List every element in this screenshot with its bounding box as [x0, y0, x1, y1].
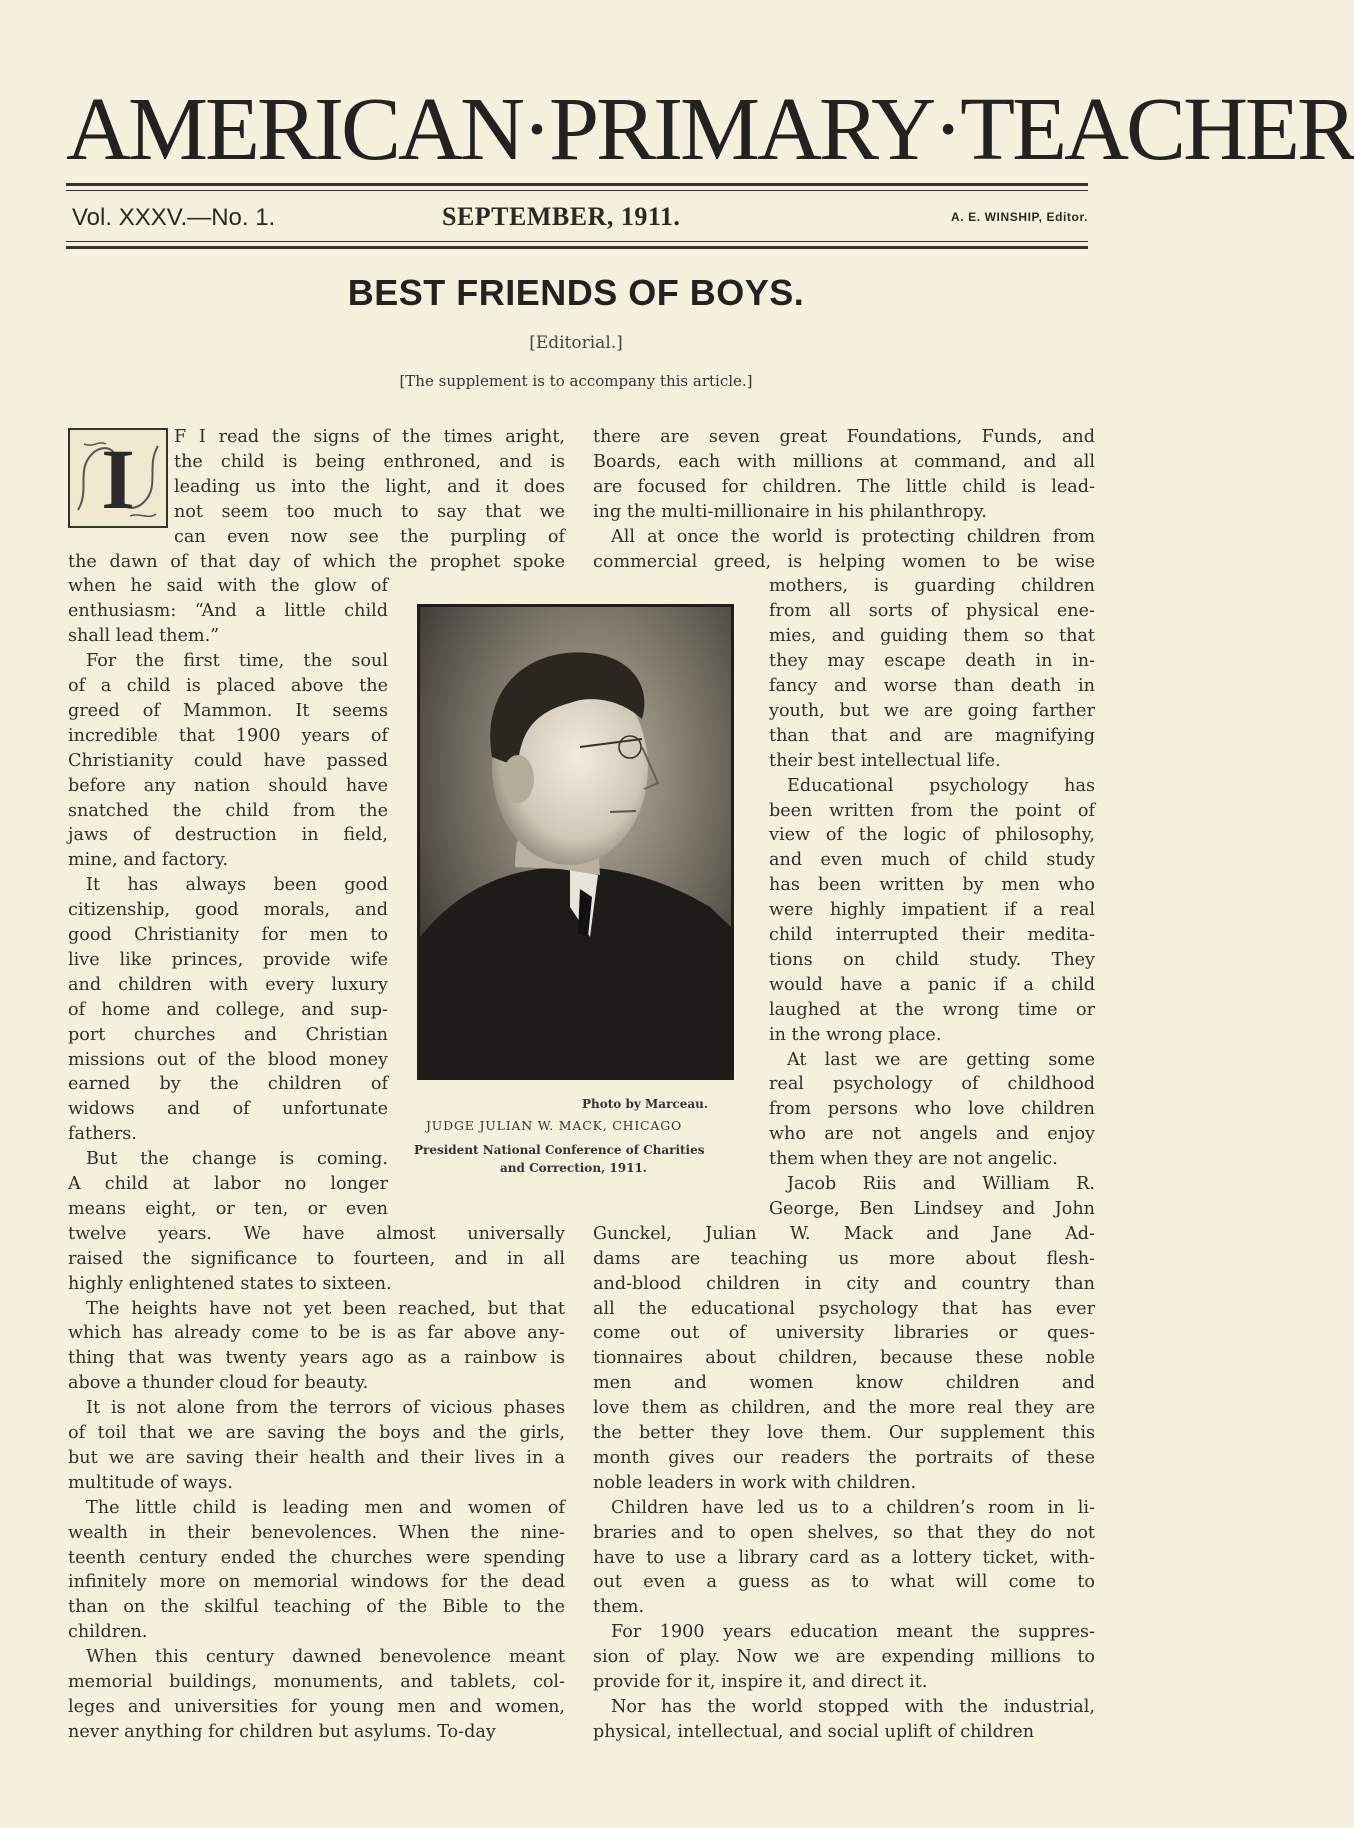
text-line: the better they love them. Our supplement this — [593, 1423, 1095, 1443]
supplement-note: [The supplement is to accompany this article.] — [399, 372, 753, 390]
text-line: A child at labor no longer — [68, 1174, 388, 1194]
text-line: Nor has the world stopped with the industrial, — [611, 1696, 1095, 1717]
text-line: mine, and factory. — [68, 850, 229, 871]
text-line: Educational psychology has — [787, 775, 1095, 796]
text-line: out even a guess as to what will come to — [593, 1572, 1095, 1593]
text-line: of home and college, and sup- — [68, 999, 388, 1020]
text-line: When this century dawned benevolence meant — [86, 1647, 565, 1668]
text-line: and even much of child study — [769, 850, 1095, 871]
text-line: from all sorts of physical ene- — [769, 601, 1095, 622]
text-line: teenth century ended the churches were spending — [68, 1547, 565, 1568]
text-line: them when they are not angelic. — [769, 1149, 1058, 1170]
text-line: which has already come to be is as far above any- — [68, 1323, 565, 1344]
text-line: provide for it, inspire it, and direct it. — [593, 1672, 928, 1692]
text-line: would have a panic if a child — [769, 974, 1095, 995]
text-line: have to use a library card as a lottery ticket, with- — [593, 1547, 1095, 1568]
portrait-photo — [417, 604, 734, 1080]
text-line: youth, but we are going farther — [769, 700, 1095, 721]
text-line: Jacob Riis and William R. — [787, 1174, 1095, 1194]
text-line: been written from the point of — [769, 800, 1095, 821]
text-line: all the educational psychology that has ever — [593, 1298, 1095, 1319]
text-line: from persons who love children — [769, 1099, 1095, 1120]
text-line: dams are teaching us more about flesh- — [593, 1248, 1095, 1269]
dropcap-letter: I — [101, 431, 135, 527]
text-line: Christianity could have passed — [68, 750, 388, 771]
text-line: leading us into the light, and it does — [174, 476, 565, 497]
text-line: above a thunder cloud for beauty. — [68, 1373, 369, 1394]
text-line: love them as children, and the more real they are — [593, 1398, 1095, 1419]
text-line: than that and are magnifying — [769, 725, 1095, 746]
masthead-rule-bottom — [66, 246, 1088, 249]
text-line: when he said with the glow of — [68, 576, 388, 597]
text-line: ing the multi-millionaire in his philanthropy. — [593, 501, 987, 522]
text-line: raised the significance to fourteen, and in all — [68, 1248, 565, 1269]
text-line: men and women know children and — [593, 1373, 1095, 1394]
text-line: tions on child study. They — [769, 949, 1095, 970]
text-line: not seem too much to say that we — [174, 501, 565, 522]
article-headline: BEST FRIENDS OF BOYS. — [347, 272, 805, 313]
text-line: snatched the child from the — [68, 800, 388, 821]
text-line: highly enlightened states to sixteen. — [68, 1273, 392, 1294]
text-line: Boards, each with millions at command, and all — [593, 451, 1095, 472]
text-line: braries and to open shelves, so that they do not — [593, 1522, 1095, 1543]
text-line: twelve years. We have almost universally — [68, 1223, 565, 1244]
text-line: can even now see the purpling of — [174, 526, 565, 547]
text-line: multitude of ways. — [68, 1472, 233, 1493]
text-line: of toil that we are saving the boys and the girls, — [68, 1423, 565, 1443]
text-line: who are not angels and enjoy — [769, 1124, 1095, 1145]
text-line: the dawn of that day of which the prophet spoke — [68, 551, 565, 572]
editor-credit: A. E. WINSHIP, Editor. — [951, 210, 1088, 224]
text-line: view of the logic of philosophy, — [769, 825, 1095, 846]
text-line: and children with every luxury — [68, 974, 388, 995]
text-line: leges and universities for young men and women, — [68, 1696, 565, 1717]
text-line: they may escape death in in- — [769, 651, 1095, 672]
text-line: in the wrong place. — [769, 1024, 942, 1045]
masthead-title: AMERICAN·PRIMARY·TEACHER — [66, 80, 1354, 179]
text-line: their best intellectual life. — [769, 750, 1001, 771]
text-line: good Christianity for men to — [68, 925, 388, 945]
text-line: thing that was twenty years ago as a rainbow is — [68, 1348, 565, 1369]
text-line: there are seven great Foundations, Funds, and — [593, 427, 1095, 447]
photo-caption-title: President National Conference of Charities — [414, 1143, 705, 1157]
text-line: memorial buildings, monuments, and tablets, col- — [68, 1672, 565, 1692]
text-line: But the change is coming. — [86, 1149, 388, 1170]
text-line: George, Ben Lindsey and John — [769, 1198, 1095, 1219]
text-line: were highly impatient if a real — [769, 900, 1095, 921]
photo-credit: Photo by Marceau. — [582, 1097, 709, 1111]
text-line: citizenship, good morals, and — [68, 900, 388, 921]
text-line: fathers. — [68, 1124, 137, 1145]
text-line: It has always been good — [86, 875, 388, 896]
text-line: real psychology of childhood — [769, 1074, 1095, 1095]
text-line: month gives our readers the portraits of these — [593, 1447, 1095, 1468]
text-line: physical, intellectual, and social uplift of children — [593, 1721, 1035, 1742]
text-line: Gunckel, Julian W. Mack and Jane Ad- — [593, 1223, 1095, 1244]
dropcap-ornament — [68, 428, 168, 528]
text-line: wealth in their benevolences. When the nine- — [68, 1522, 565, 1543]
text-line: tionnaires about children, because these noble — [593, 1348, 1095, 1369]
text-line: infinitely more on memorial windows for the dead — [68, 1572, 565, 1593]
text-line: earned by the children of — [68, 1074, 388, 1095]
text-line: The little child is leading men and women of — [86, 1497, 565, 1518]
text-line: incredible that 1900 years of — [68, 725, 388, 746]
text-line: For the first time, the soul — [86, 651, 388, 672]
volume-number: Vol. XXXV.—No. 1. — [72, 204, 276, 231]
text-line: has been written by men who — [769, 875, 1095, 896]
text-line: At last we are getting some — [787, 1049, 1095, 1070]
text-line: For 1900 years education meant the suppres- — [611, 1622, 1095, 1643]
text-line: are focused for children. The little child is lead- — [593, 476, 1095, 497]
text-line: mothers, is guarding children — [769, 576, 1095, 597]
text-line: live like princes, provide wife — [68, 949, 388, 970]
masthead-rule-top-thin — [66, 190, 1088, 191]
text-line: shall lead them.” — [68, 626, 220, 647]
article-kicker: [Editorial.] — [529, 333, 623, 353]
text-line: children. — [68, 1622, 148, 1643]
text-line: than on the skilful teaching of the Bible to the — [68, 1597, 565, 1618]
text-line: All at once the world is protecting children from — [611, 526, 1095, 547]
text-line: F I read the signs of the times aright, — [174, 427, 565, 447]
text-line: them. — [593, 1597, 645, 1618]
text-line: but we are saving their health and their lives in a — [68, 1447, 565, 1468]
masthead-rule-bottom-thin — [66, 241, 1088, 242]
text-line: mies, and guiding them so that — [769, 626, 1095, 647]
text-line: enthusiasm: “And a little child — [68, 601, 388, 622]
text-line: noble leaders in work with children. — [593, 1472, 917, 1493]
text-line: child interrupted their medita- — [769, 925, 1095, 945]
text-line: the child is being enthroned, and is — [174, 451, 565, 472]
masthead-rule-top — [66, 183, 1088, 186]
text-line: come out of university libraries or ques- — [593, 1323, 1095, 1344]
text-line: means eight, or ten, or even — [68, 1198, 388, 1219]
text-line: widows and of unfortunate — [68, 1099, 388, 1120]
text-line: Children have led us to a children’s room in li- — [611, 1497, 1095, 1518]
text-line: and-blood children in city and country than — [593, 1273, 1095, 1294]
issue-date: SEPTEMBER, 1911. — [442, 202, 681, 231]
text-line: commercial greed, is helping women to be wise — [593, 551, 1095, 572]
text-line: port churches and Christian — [68, 1024, 388, 1045]
text-line: jaws of destruction in field, — [68, 825, 388, 846]
text-line: of a child is placed above the — [68, 676, 388, 696]
text-line: never anything for children but asylums. To-day — [68, 1721, 496, 1742]
text-line: It is not alone from the terrors of vicious phases — [86, 1398, 565, 1419]
text-line: sion of play. Now we are expending millions to — [593, 1647, 1095, 1668]
text-line: fancy and worse than death in — [769, 676, 1095, 696]
text-line: laughed at the wrong time or — [769, 999, 1095, 1020]
text-line: missions out of the blood money — [68, 1049, 388, 1070]
photo-caption-title-2: and Correction, 1911. — [500, 1161, 647, 1175]
text-line: before any nation should have — [68, 775, 388, 796]
text-line: greed of Mammon. It seems — [68, 700, 388, 721]
text-line: The heights have not yet been reached, but that — [86, 1298, 565, 1319]
photo-caption-name: JUDGE JULIAN W. MACK, CHICAGO — [426, 1118, 683, 1133]
